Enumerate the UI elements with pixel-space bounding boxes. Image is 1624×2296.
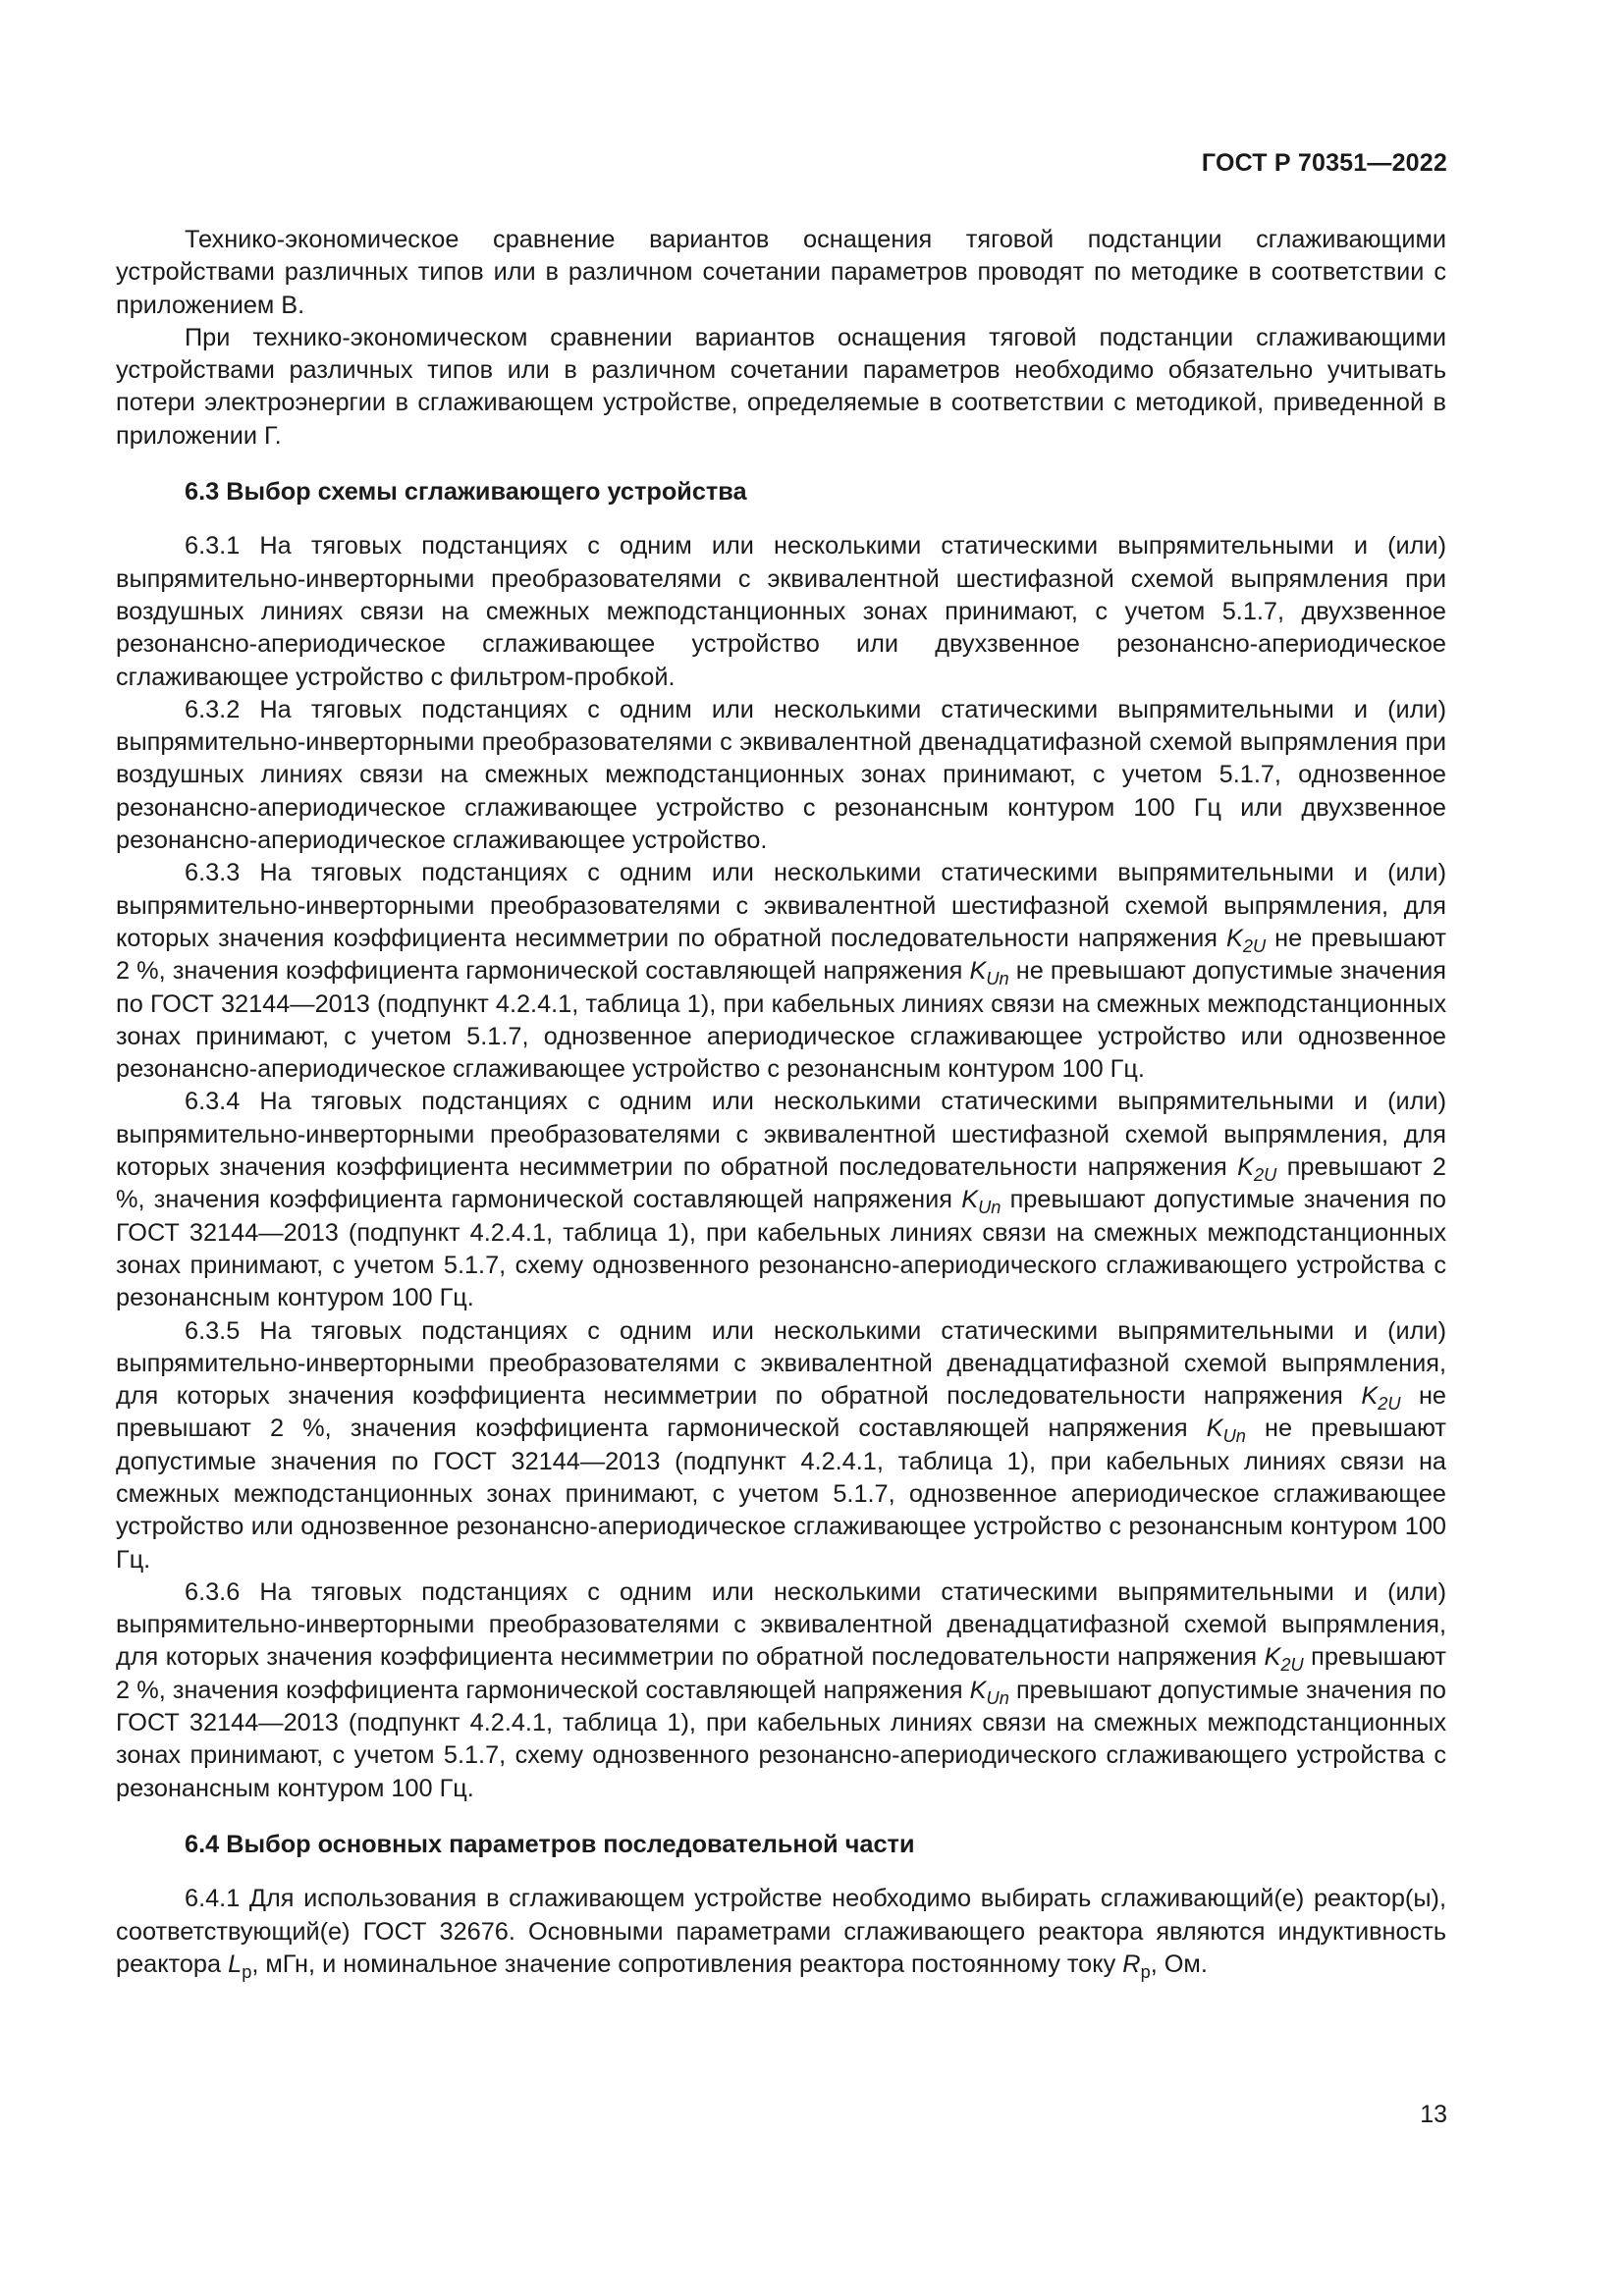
paragraph-6-3-6	[116, 1576, 1446, 1805]
paragraph-6-3-4	[116, 1086, 1446, 1314]
text-run: 6.3.6 На тяговых подстанциях с одним или несколькими статическими выпрямительными и (или) выпрямительно-инверторными преобразователями с эквивалентной двенадцатифазной схемой выпрямления, для которых значения коэффициента несимметрии по обратной последовательности напряжения	[116, 1577, 1446, 1672]
subscript-p: р	[1140, 1961, 1151, 1982]
document-code: ГОСТ Р 70351—2022	[1201, 149, 1447, 177]
text-run: , мГн, и номинальное значение сопротивления реактора постоянному току	[251, 1949, 1123, 1978]
section-heading-6-3: 6.3 Выбор схемы сглаживающего устройства	[185, 478, 747, 507]
text-run: не превышают допустимые значения по ГОСТ 32144—2013 (подпункт 4.2.4.1, таблица 1), при кабельных линиях связи на смежных межподстанционных зонах принимают, с учетом 5.1.7, однозвенное апериодическое сглаживающее устройство или однозвенное резонансно-апериодическое сглаживающее устройство с резонансным контуром 100 Гц.	[116, 1415, 1446, 1574]
symbol-R: R	[1122, 1949, 1141, 1978]
text-run: 6.3.5 На тяговых подстанциях с одним или несколькими статическими выпрямительными и (или) выпрямительно-инверторными преобразователями с эквивалентной двенадцатифазной схемой выпрямления, для которых значения коэффициента несимметрии по обратной последовательности напряжения	[116, 1316, 1446, 1411]
symbol-K: K	[961, 1186, 979, 1214]
symbol-K: K	[1361, 1382, 1379, 1411]
subscript-Un: Un	[986, 969, 1009, 989]
paragraph-intro-1: Технико-экономическое сравнение вариантов оснащения тяговой подстанции сглаживающими устройствами различных типов или в различном сочетании параметров проводят по методике в соответствии с приложением В.	[116, 226, 1446, 319]
document-body	[116, 224, 1446, 1981]
page-number: 13	[1420, 2101, 1447, 2128]
text-run: превышают допустимые значения по ГОСТ 32144—2013 (подпункт 4.2.4.1, таблица 1), при кабельных линиях связи на смежных межподстанционных зонах принимают, с учетом 5.1.7, схему однозвенного резонансно-апериодического сглаживающего устройства с резонансным контуром 100 Гц.	[116, 1186, 1446, 1312]
paragraph-6-3-1: 6.3.1 На тяговых подстанциях с одним или несколькими статическими выпрямительными и (или) выпрямительно-инверторными преобразователями с эквивалентной шестифазной схемой выпрямления при воздушных линиях связи на смежных межподстанционных зонах принимают, с учетом 5.1.7, двухзвенное резонансно-апериодическое сглаживающее устройство или двухзвенное резонансно-апериодическое сглаживающее устройство с фильтром-пробкой.	[116, 532, 1446, 691]
text-run: , Ом.	[1150, 1949, 1208, 1978]
text-run: не превышают 2 %, значения коэффициента гармонической составляющей напряжения	[116, 1382, 1446, 1443]
text-run: не превышают 2 %, значения коэффициента гармонической составляющей напряжения	[116, 924, 1446, 986]
subscript-2U: 2U	[1280, 1655, 1304, 1676]
subscript-Un: Un	[1222, 1426, 1246, 1447]
symbol-K: K	[1225, 924, 1243, 952]
symbol-K: K	[969, 1676, 987, 1704]
symbol-L: L	[228, 1949, 243, 1978]
paragraph-6-4-1	[116, 1883, 1446, 1981]
subscript-Un: Un	[986, 1687, 1009, 1708]
text-run: не превышают допустимые значения по ГОСТ 32144—2013 (подпункт 4.2.4.1, таблица 1), при кабельных линиях связи на смежных межподстанционных зонах принимают, с учетом 5.1.7, однозвенное апериодическое сглаживающее устройство или однозвенное резонансно-апериодическое сглаживающее устройство с резонансным контуром 100 Гц.	[116, 957, 1446, 1084]
paragraph-6-3-5	[116, 1315, 1446, 1576]
paragraph-intro-2: При технико-экономическом сравнении вариантов оснащения тяговой подстанции сглаживающими устройствами различных типов или в различном сочетании параметров необходимо обязательно учитывать потери электроэнергии в сглаживающем устройстве, определяемые в соответствии с методикой, приведенной в приложении Г.	[116, 323, 1446, 450]
subscript-2U: 2U	[1242, 935, 1267, 956]
text-run: превышают 2 %, значения коэффициента гармонической составляющей напряжения	[116, 1153, 1447, 1214]
subscript-p: р	[242, 1961, 252, 1982]
text-run: превышают 2 %, значения коэффициента гармонической составляющей напряжения	[116, 1643, 1446, 1704]
symbol-K: K	[1206, 1415, 1223, 1443]
subscript-2U: 2U	[1254, 1164, 1277, 1185]
symbol-K: K	[969, 957, 987, 986]
section-heading-6-4: 6.4 Выбор основных параметров последовательной части	[185, 1830, 915, 1858]
paragraph-6-3-2: 6.3.2 На тяговых подстанциях с одним или несколькими статическими выпрямительными и (или) выпрямительно-инверторными преобразователями с эквивалентной двенадцатифазной схемой выпрямления при воздушных линиях связи на смежных межподстанционных зонах принимают, с учетом 5.1.7, однозвенное резонансно-апериодическое сглаживающее устройство с резонансным контуром 100 Гц или двухзвенное резонансно-апериодическое сглаживающее устройство.	[116, 695, 1446, 855]
symbol-K: K	[1264, 1643, 1281, 1672]
paragraph-6-3-3	[116, 857, 1446, 1086]
subscript-2U: 2U	[1378, 1393, 1401, 1414]
symbol-K: K	[1237, 1153, 1255, 1182]
text-run: 6.4.1 Для использования в сглаживающем устройстве необходимо выбирать сглаживающий(е) реактор(ы), соответствующий(е) ГОСТ 32676. Основными параметрами сглаживающего реактора являются индуктивность реактора	[116, 1885, 1446, 1978]
text-run: превышают допустимые значения по ГОСТ 32144—2013 (подпункт 4.2.4.1, таблица 1), при кабельных линиях связи на смежных межподстанционных зонах принимают, с учетом 5.1.7, схему однозвенного резонансно-апериодического сглаживающего устройства с резонансным контуром 100 Гц.	[116, 1676, 1446, 1802]
text-run: 6.3.4 На тяговых подстанциях с одним или несколькими статическими выпрямительными и (или) выпрямительно-инверторными преобразователями с эквивалентной шестифазной схемой выпрямления, для которых значения коэффициента несимметрии по обратной последовательности напряжения	[116, 1088, 1446, 1182]
text-run: 6.3.3 На тяговых подстанциях с одним или несколькими статическими выпрямительными и (или) выпрямительно-инверторными преобразователями с эквивалентной шестифазной схемой выпрямления, для которых значения коэффициента несимметрии по обратной последовательности напряжения	[116, 859, 1446, 952]
subscript-Un: Un	[978, 1198, 1001, 1218]
